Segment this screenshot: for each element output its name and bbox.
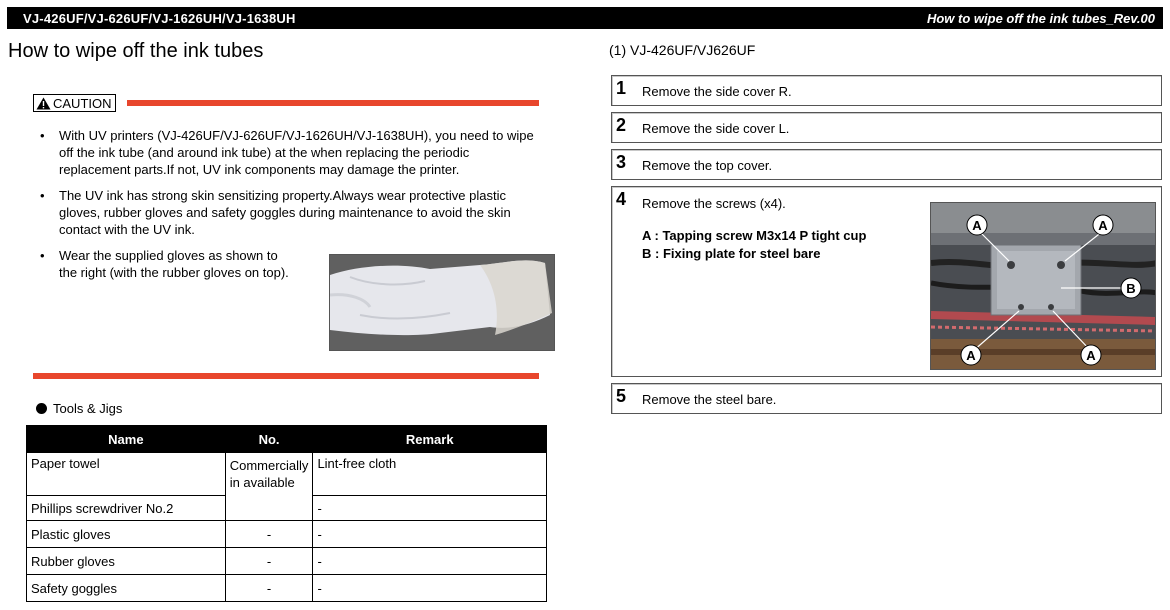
legend-a: A : Tapping screw M3x14 P tight cup [642,228,867,243]
step-number: 4 [616,189,627,209]
tool-remark: - [313,521,547,548]
header-models: VJ-426UF/VJ-626UF/VJ-1626UH/VJ-1638UH [23,10,296,26]
caution-item: • Wear the supplied gloves as shown to the right (with the rubber gloves on top). [38,247,298,281]
step-text: Remove the top cover. [642,158,773,173]
tool-remark: - [313,575,547,602]
tool-no: Commercially in available [225,453,313,521]
tool-no: - [225,521,313,548]
tool-no: - [225,548,313,575]
svg-text:A: A [972,218,982,233]
bullet-dot-icon [36,403,47,414]
step-5 [611,383,1162,414]
tools-table [26,425,547,602]
table-header-row [27,426,547,453]
svg-text:A: A [1086,348,1096,363]
page-title: How to wipe off the ink tubes [8,40,264,62]
header-doc-title: How to wipe off the ink tubes_Rev.00 [926,10,1155,26]
step-text: Remove the screws (x4). [642,196,786,211]
table-row [27,521,547,548]
section-divider [33,373,539,379]
step-2 [611,112,1162,143]
caution-label: CAUTION [53,95,112,111]
tool-name: Rubber gloves [27,548,226,575]
tools-heading [36,401,122,416]
callout-a-bottom-left [961,345,981,365]
step-4 [611,186,1162,377]
callout-a-top-right [1093,215,1113,235]
steel-bare-photo [930,202,1156,370]
step-number: 1 [616,78,627,98]
step-1 [611,75,1162,106]
table-row [27,575,547,602]
step-number: 2 [616,115,627,135]
column-header-remark: Remark [313,426,547,453]
table-row [27,453,547,496]
tool-name: Phillips screwdriver No.2 [27,496,226,521]
caution-item: • With UV printers (VJ-426UF/VJ-626UF/VJ-1626UH/VJ-1638UH), you need to wipe off the ink tube (and around ink tube) at the when replacing the periodic replacement parts.If not, UV ink components may damage the printer. [38,127,538,178]
svg-text:B: B [1126,281,1136,296]
caution-divider [127,100,539,106]
legend-b: B : Fixing plate for steel bare [642,246,821,261]
caution-item: • The UV ink has strong skin sensitizing property.Always wear protective plastic gloves, rubber gloves and safety goggles during maintenance to avoid the skin contact with the UV ink. [38,187,538,238]
step-text: Remove the side cover R. [642,84,792,99]
step-text: Remove the side cover L. [642,121,790,136]
step-number: 5 [616,386,627,406]
column-header-no: No. [225,426,313,453]
tool-name: Plastic gloves [27,521,226,548]
callout-a-top-left [967,215,987,235]
header-bar [7,7,1163,29]
caution-badge [33,94,116,112]
table-row [27,548,547,575]
step-3 [611,149,1162,180]
step-text: Remove the steel bare. [642,392,777,407]
tool-no: - [225,575,313,602]
svg-text:A: A [966,348,976,363]
gloves-photo [329,254,555,351]
step-number: 3 [616,152,627,172]
tool-name: Safety goggles [27,575,226,602]
column-header-name: Name [27,426,226,453]
tool-name: Paper towel [27,453,226,496]
callout-a-bottom-right [1081,345,1101,365]
callout-b [1121,278,1141,298]
tool-remark: - [313,496,547,521]
section-title: (1) VJ-426UF/VJ626UF [609,42,756,58]
warning-triangle-icon [36,97,51,110]
caution-banner [33,94,539,112]
svg-text:A: A [1098,218,1108,233]
tools-heading-label: Tools & Jigs [53,401,123,416]
tool-remark: Lint-free cloth [313,453,547,496]
tool-remark: - [313,548,547,575]
